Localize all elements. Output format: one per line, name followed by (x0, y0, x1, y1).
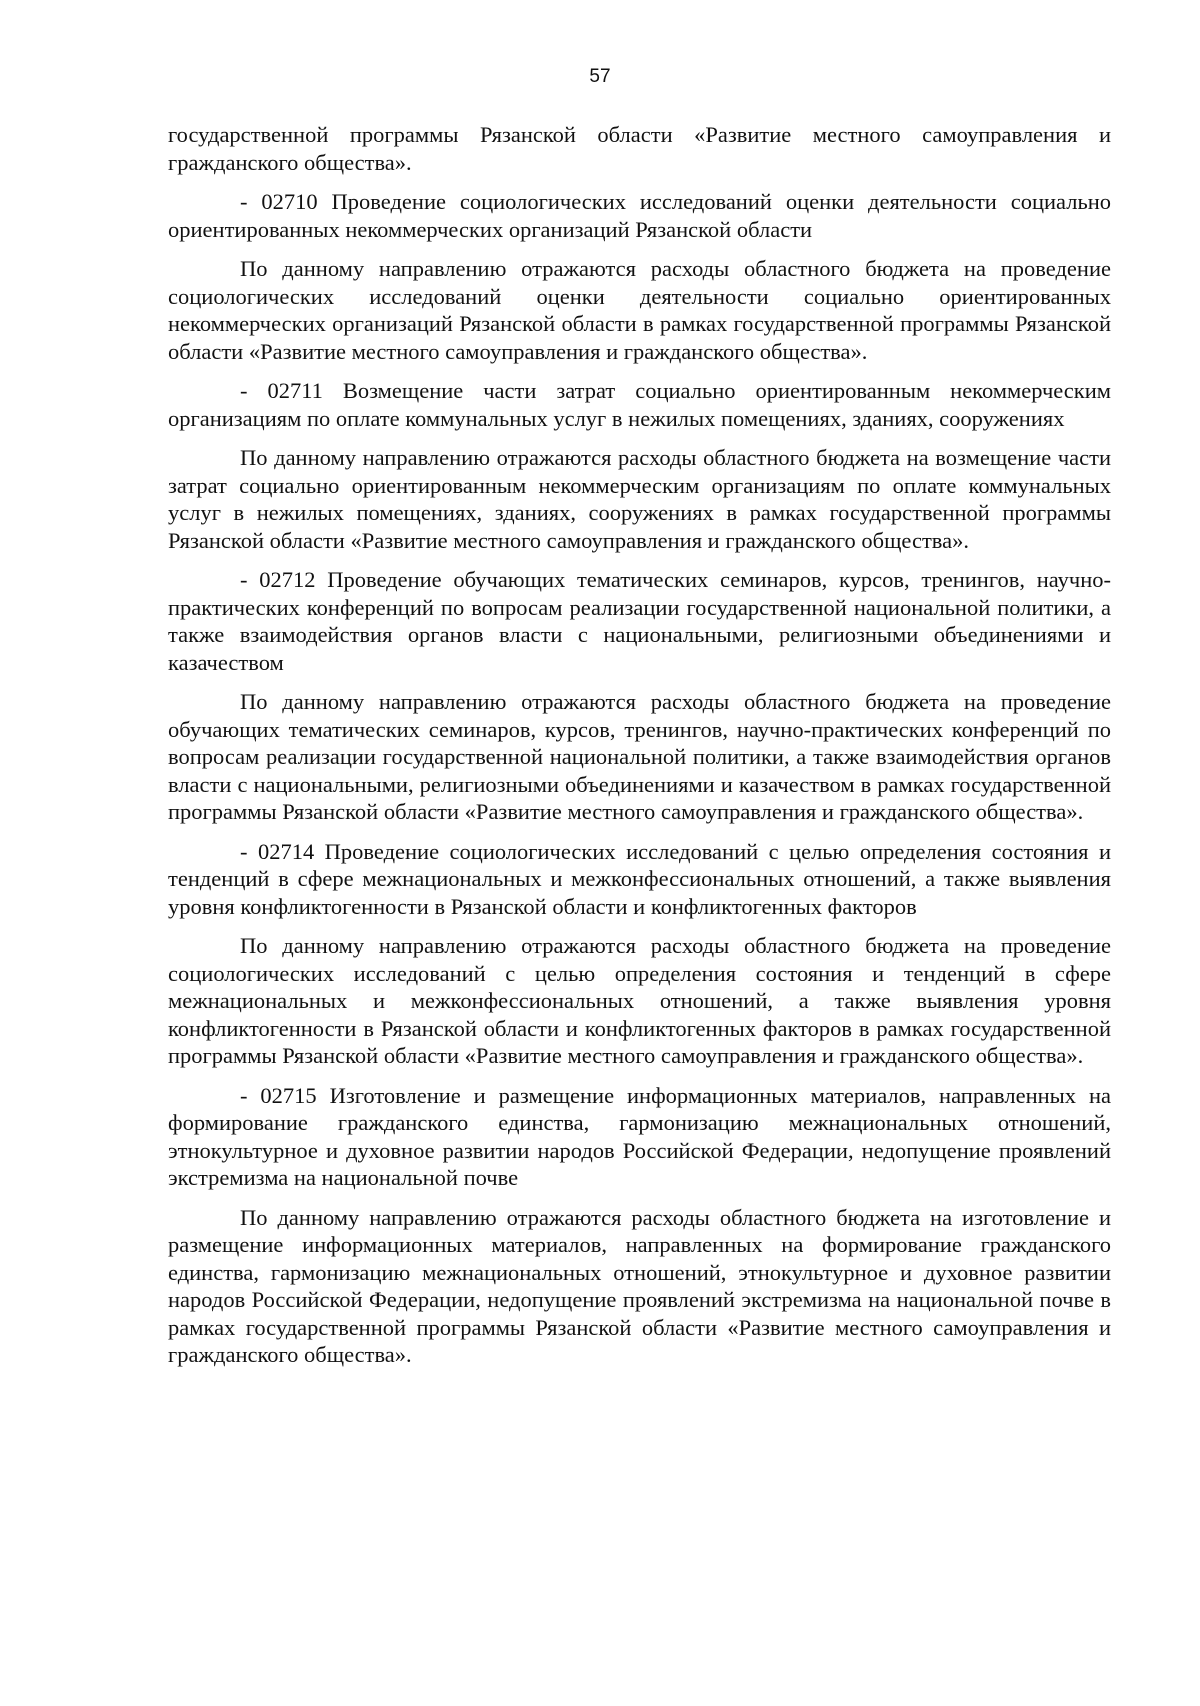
paragraph-body: По данному направлению отражаются расходы областного бюджета на возмещение части затрат социально ориентированным некоммерческим организациям по оплате коммунальных услуг в нежилых помещениях, зданиях, сооружениях в рамках государственной программы Рязанской области «Развитие местного самоуправления и гражданского общества». (168, 445, 1111, 553)
paragraph-body: По данному направлению отражаются расходы областного бюджета на проведение обучающих тематических семинаров, курсов, тренингов, научно-практических конференций по вопросам реализации государственной национальной политики, а также взаимодействия органов власти с национальными, религиозными объединениями и казачеством в рамках государственной программы Рязанской области «Развитие местного самоуправления и гражданского общества». (168, 689, 1111, 824)
paragraph-body: По данному направлению отражаются расходы областного бюджета на изготовление и размещение информационных материалов, направленных на формирование гражданского единства, гармонизацию межнациональных отношений, этнокультурное и духовное развитии народов Российской Федерации, недопущение проявлений экстремизма на национальной почве в рамках государственной программы Рязанской области «Развитие местного самоуправления и гражданского общества». (168, 1204, 1111, 1367)
paragraph-continuation: государственной программы Рязанской области «Развитие местного самоуправления и гражданского общества». (168, 122, 1111, 175)
paragraph-body: По данному направлению отражаются расходы областного бюджета на проведение социологических исследований с целью определения состояния и тенденций в сфере межнациональных и межконфессиональных отношений, а также выявления уровня конфликтогенности в Рязанской области и конфликтогенных факторов в рамках государственной программы Рязанской области «Развитие местного самоуправления и гражданского общества». (168, 933, 1111, 1068)
budget-item-02710: - 02710 Проведение социологических исследований оценки деятельности социально ориентированных некоммерческих организаций Рязанской области (168, 189, 1111, 242)
document-body (168, 121, 1111, 1381)
budget-item-02711: - 02711 Возмещение части затрат социально ориентированным некоммерческим организациям по оплате коммунальных услуг в нежилых помещениях, зданиях, сооружениях (168, 378, 1111, 431)
page-number: 57 (589, 66, 611, 87)
budget-item-02712: - 02712 Проведение обучающих тематических семинаров, курсов, тренингов, научно-практических конференций по вопросам реализации государственной национальной политики, а также взаимодействия органов власти с национальными, религиозными объединениями и казачеством (168, 567, 1111, 675)
budget-item-02714: - 02714 Проведение социологических исследований с целью определения состояния и тенденций в сфере межнациональных и межконфессиональных отношений, а также выявления уровня конфликтогенности в Рязанской области и конфликтогенных факторов (168, 838, 1111, 919)
paragraph-body: По данному направлению отражаются расходы областного бюджета на проведение социологических исследований оценки деятельности социально ориентированных некоммерческих организаций Рязанской области в рамках государственной программы Рязанской области «Развитие местного самоуправления и гражданского общества». (168, 256, 1111, 364)
budget-item-02715: - 02715 Изготовление и размещение информационных материалов, направленных на формирование гражданского единства, гармонизацию межнациональных отношений, этнокультурное и духовное развитии народов Российской Федерации, недопущение проявлений экстремизма на национальной почве (168, 1082, 1111, 1190)
